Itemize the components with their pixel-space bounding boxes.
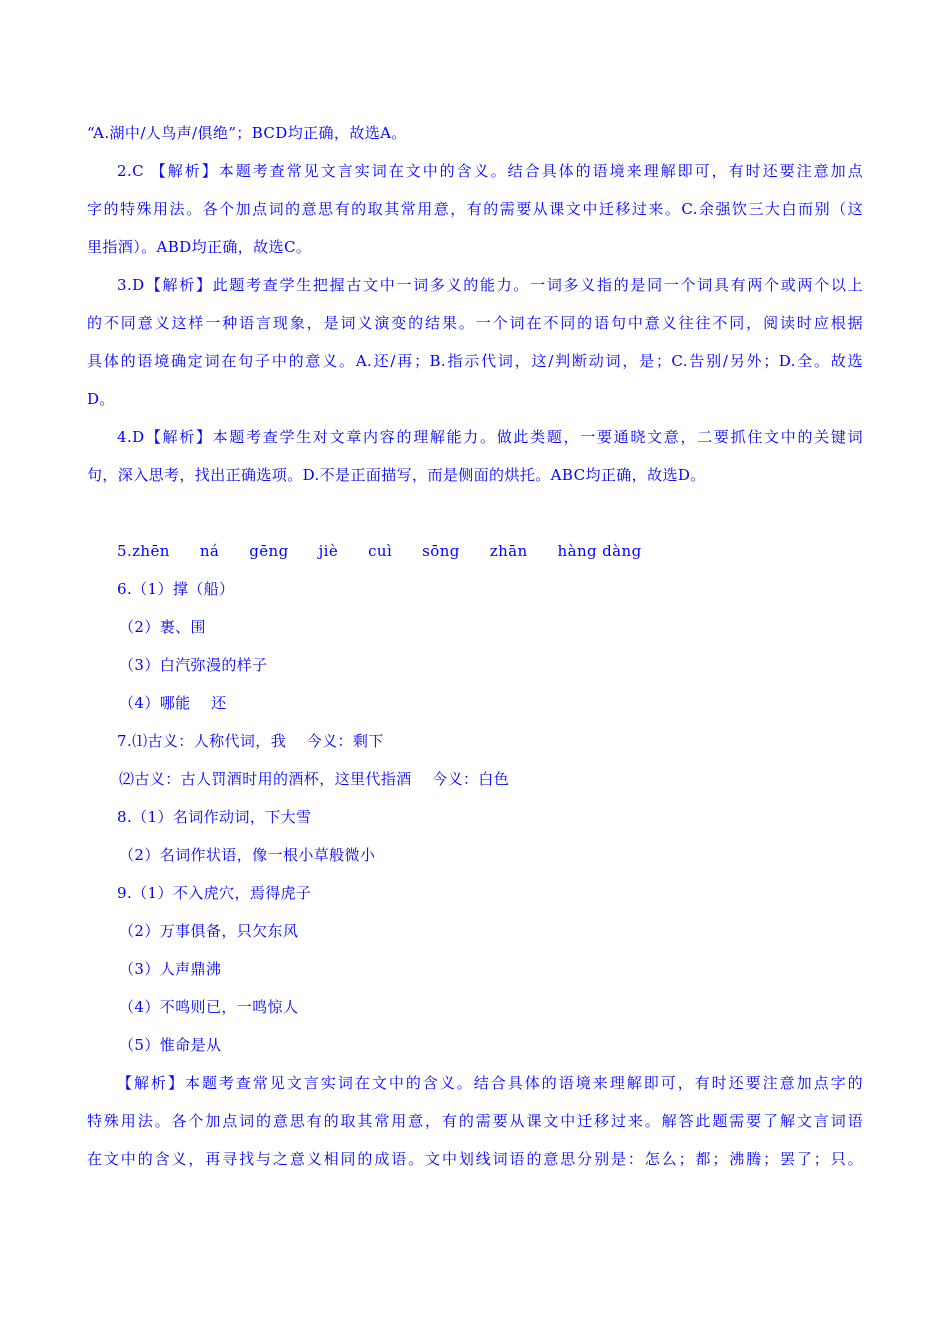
answer-2-line-2: 字的特殊用法。各个加点词的意思有的取其常用意，有的需要从课文中迁移过来。C.余强饮三大白而别（这 — [87, 200, 863, 218]
answer-7-line-2: ⑵古义：古人罚酒时用的酒杯，这里代指酒 今义：白色 — [119, 770, 510, 788]
analysis-line-2: 特殊用法。各个加点词的意思有的取其常用意，有的需要从课文中迁移过来。解答此题需要了解文言词语 — [87, 1112, 863, 1130]
pinyin-item: zhēn — [132, 542, 170, 560]
answer-6-line-2: （2）裹、围 — [119, 618, 206, 636]
answer-9-line-5: （5）惟命是从 — [119, 1036, 222, 1054]
answer-4-line-2: 句，深入思考，找出正确选项。D.不是正面描写，而是侧面的烘托。ABC均正确，故选D。 — [87, 466, 706, 484]
answer-8-line-2: （2）名词作状语，像一根小草般微小 — [119, 846, 376, 864]
answer-2-line-3: 里指酒）。ABD均正确，故选C。 — [87, 238, 312, 256]
answer-8-line-1: 8.（1）名词作动词，下大雪 — [117, 808, 312, 826]
answer-9-line-2: （2）万事俱备，只欠东风 — [119, 922, 299, 940]
answer-6-line-4: （4）哪能 还 — [119, 694, 227, 712]
answer-line-a: “A.湖中/人鸟声/俱绝”；BCD均正确，故选A。 — [87, 124, 407, 142]
answer-6-line-3: （3）白汽弥漫的样子 — [119, 656, 268, 674]
pinyin-item: zhān — [489, 542, 528, 560]
pinyin-prefix: 5. — [117, 542, 133, 560]
answer-3-line-2: 的不同意义这样一种语言现象，是词义演变的结果。一个词在不同的语句中意义往往不同，阅读时应根据 — [87, 314, 863, 332]
answer-2-line-1: 2.C 【解析】本题考查常见文言实词在文中的含义。结合具体的语境来理解即可，有时还要注意加点 — [117, 162, 863, 180]
pinyin-item: sōng — [422, 542, 460, 560]
answer-4-line-1: 4.D【解析】本题考查学生对文章内容的理解能力。做此类题，一要通晓文意，二要抓住文中的关键词 — [117, 428, 863, 446]
answer-9-line-1: 9.（1）不入虎穴，焉得虎子 — [117, 884, 312, 902]
answer-7-line-1: 7.⑴古义：人称代词，我 今义：剩下 — [117, 732, 384, 750]
pinyin-item: cuì — [368, 542, 393, 560]
answer-3-line-3: 具体的语境确定词在句子中的意义。A.还/再；B.指示代词，这/判断动词，是；C.告别/另外；D.全。故选 — [87, 352, 863, 370]
pinyin-item: hàng dàng — [557, 542, 642, 560]
answer-3-line-4: D。 — [87, 390, 115, 408]
analysis-line-1: 【解析】本题考查常见文言实词在文中的含义。结合具体的语境来理解即可，有时还要注意加点字的 — [117, 1074, 863, 1092]
answer-9-line-3: （3）人声鼎沸 — [119, 960, 222, 978]
pinyin-item: ná — [199, 542, 220, 560]
pinyin-item: gēng — [249, 542, 289, 560]
answer-3-line-1: 3.D【解析】此题考查学生把握古文中一词多义的能力。一词多义指的是同一个词具有两个或两个以上 — [117, 276, 863, 294]
pinyin-item: jiè — [318, 542, 339, 560]
answer-6-line-1: 6.（1）撑（船） — [117, 580, 235, 598]
answer-5-pinyin — [117, 541, 672, 561]
analysis-line-3: 在文中的含义，再寻找与之意义相同的成语。文中划线词语的意思分别是：怎么；都；沸腾；罢了；只。 — [87, 1150, 863, 1168]
answer-9-line-4: （4）不鸣则已，一鸣惊人 — [119, 998, 299, 1016]
